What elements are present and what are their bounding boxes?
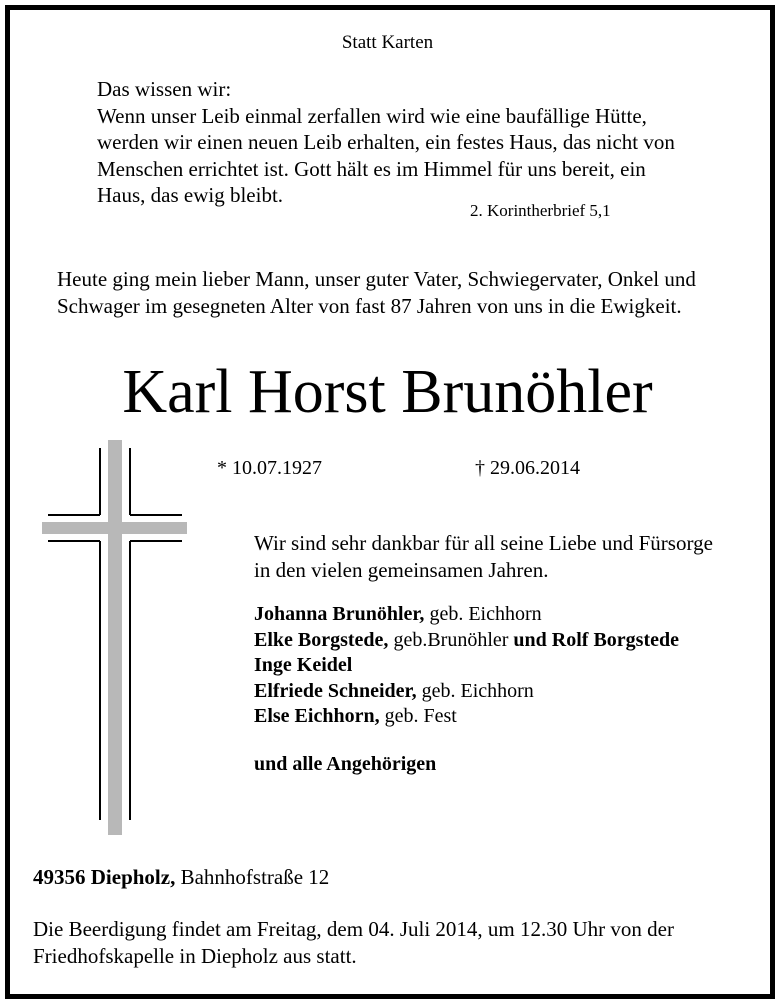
verse-line: Menschen errichtet ist. Gott hält es im Himmel für uns bereit, ein (97, 156, 646, 181)
member-detail: geb. Fest (379, 705, 457, 727)
address-city: 49356 Diepholz, (33, 865, 176, 889)
intro-line: Schwager im gesegneten Alter von fast 87 Jahren von uns in die Ewigkeit. (57, 293, 682, 318)
death-date: † 29.06.2014 (475, 457, 580, 479)
member-name: Else Eichhorn, (254, 705, 380, 727)
thanks-text (254, 530, 713, 583)
member-detail: geb.Brunöhler (388, 628, 514, 651)
member-name: Inge Keidel (254, 654, 353, 676)
verse-line: Das wissen wir: (97, 77, 232, 101)
funeral-line: Die Beerdigung findet am Freitag, dem 04. Juli 2014, um 12.30 Uhr von der (33, 917, 674, 941)
verse-line: werden wir einen neuen Leib erhalten, ein festes Haus, das nicht von (97, 130, 675, 154)
verse-line: Haus, das ewig bleibt. (97, 183, 284, 207)
verse-line: Wenn unser Leib einmal zerfallen wird wie eine baufällige Hütte, (97, 103, 647, 128)
family-member (254, 628, 679, 654)
intro-line: Heute ging mein lieber Mann, unser guter Vater, Schwiegervater, Onkel und (57, 267, 696, 291)
funeral-line: Friedhofskapelle in Diepholz aus statt. (33, 943, 357, 968)
address (33, 865, 329, 890)
cross-icon (40, 440, 190, 835)
member-partner: und Rolf Borgstede (513, 628, 679, 651)
bible-verse (97, 76, 675, 209)
member-name: Elke Borgstede, (254, 628, 389, 651)
thanks-line: in den vielen gemeinsamen Jahren. (254, 557, 549, 582)
family-member (254, 679, 679, 705)
member-name: Elfriede Schneider, (254, 679, 417, 702)
birth-date: * 10.07.1927 (217, 457, 322, 479)
member-detail: geb. Eichhorn (424, 603, 542, 625)
thanks-line: Wir sind sehr dankbar für all seine Liebe und Fürsorge (254, 531, 713, 555)
header-title: Statt Karten (341, 32, 434, 53)
deceased-name: Karl Horst Brunöhler (122, 358, 653, 426)
family-member (254, 653, 679, 679)
intro-text (57, 266, 696, 319)
closing-line: und alle Angehörigen (254, 753, 437, 775)
family-list (254, 602, 679, 730)
verse-reference: 2. Korintherbrief 5,1 (470, 201, 611, 220)
member-name: Johanna Brunöhler, (254, 603, 425, 625)
family-member (254, 704, 679, 730)
member-detail: geb. Eichhorn (416, 679, 534, 702)
funeral-info (33, 916, 674, 969)
address-street: Bahnhofstraße 12 (175, 865, 330, 889)
family-member (254, 602, 679, 628)
